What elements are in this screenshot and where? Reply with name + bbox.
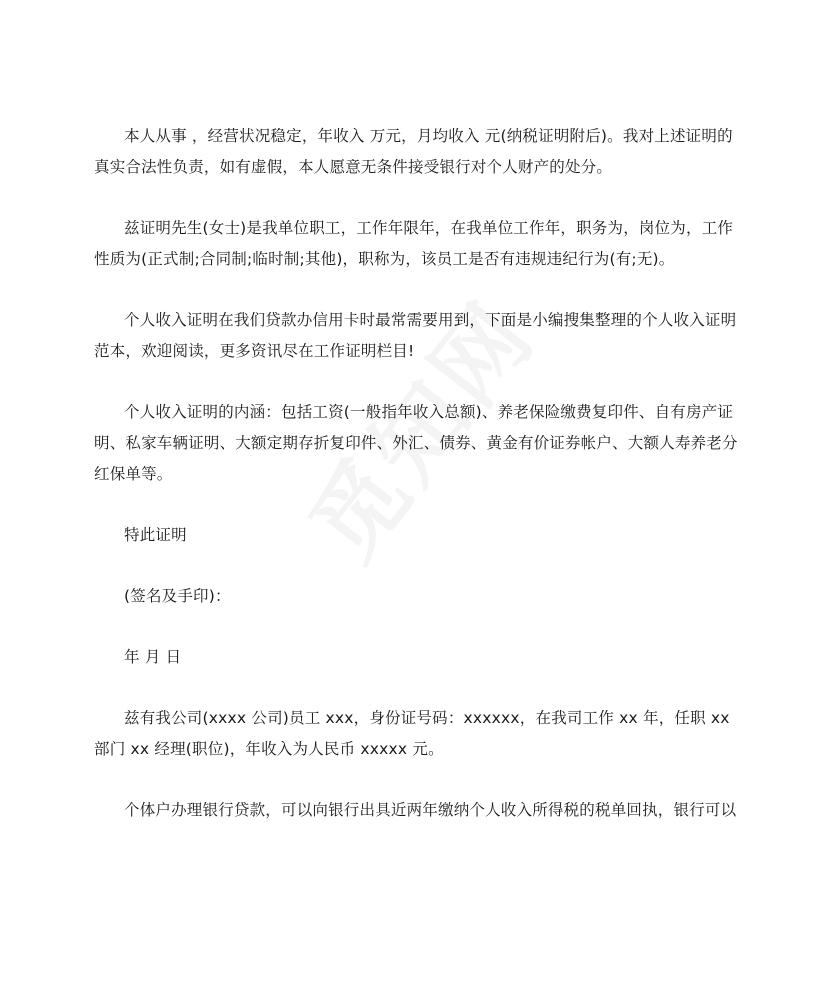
paragraph-date: 年 月 日	[124, 648, 182, 666]
paragraph-income-content: 个人收入证明的内涵：包括工资(一般指年收入总额)、养老保险缴费复印件、自有房产证明、私家车辆证明、大额定期存折复印件、外汇、债券、黄金有价证券帐户、大额人寿养老分红保单等。	[94, 403, 738, 483]
paragraph-company-statement: 兹有我公司(xxxx 公司)员工 xxx，身份证号码：xxxxxx，在我司工作 xx 年，任职 xx 部门 xx 经理(职位)，年收入为人民币 xxxxx 元。	[94, 709, 730, 758]
paragraph-employment-certificate: 兹证明先生(女士)是我单位职工，工作年限年，在我单位工作年，职务为，岗位为，工作性质为(正式制;合同制;临时制;其他)，职称为，该员工是否有违规违纪行为(有;无)。	[94, 219, 734, 268]
paragraph-self-employed: 个体户办理银行贷款，可以向银行出具近两年缴纳个人收入所得税的税单回执，银行可以	[124, 801, 737, 819]
paragraph-intro: 个人收入证明在我们贷款办信用卡时最常需要用到，下面是小编搜集整理的个人收入证明范本，欢迎阅读，更多资讯尽在工作证明栏目!	[94, 311, 737, 360]
paragraph-signature: (签名及手印)：	[124, 587, 231, 605]
document-body	[94, 121, 744, 856]
paragraph-income-statement: 本人从事 ，经营状况稳定，年收入 万元，月均收入 元(纳税证明附后)。我对上述证明的真实合法性负责，如有虚假，本人愿意无条件接受银行对个人财产的处分。	[94, 127, 733, 176]
paragraph-hereby-certify: 特此证明	[124, 526, 187, 544]
